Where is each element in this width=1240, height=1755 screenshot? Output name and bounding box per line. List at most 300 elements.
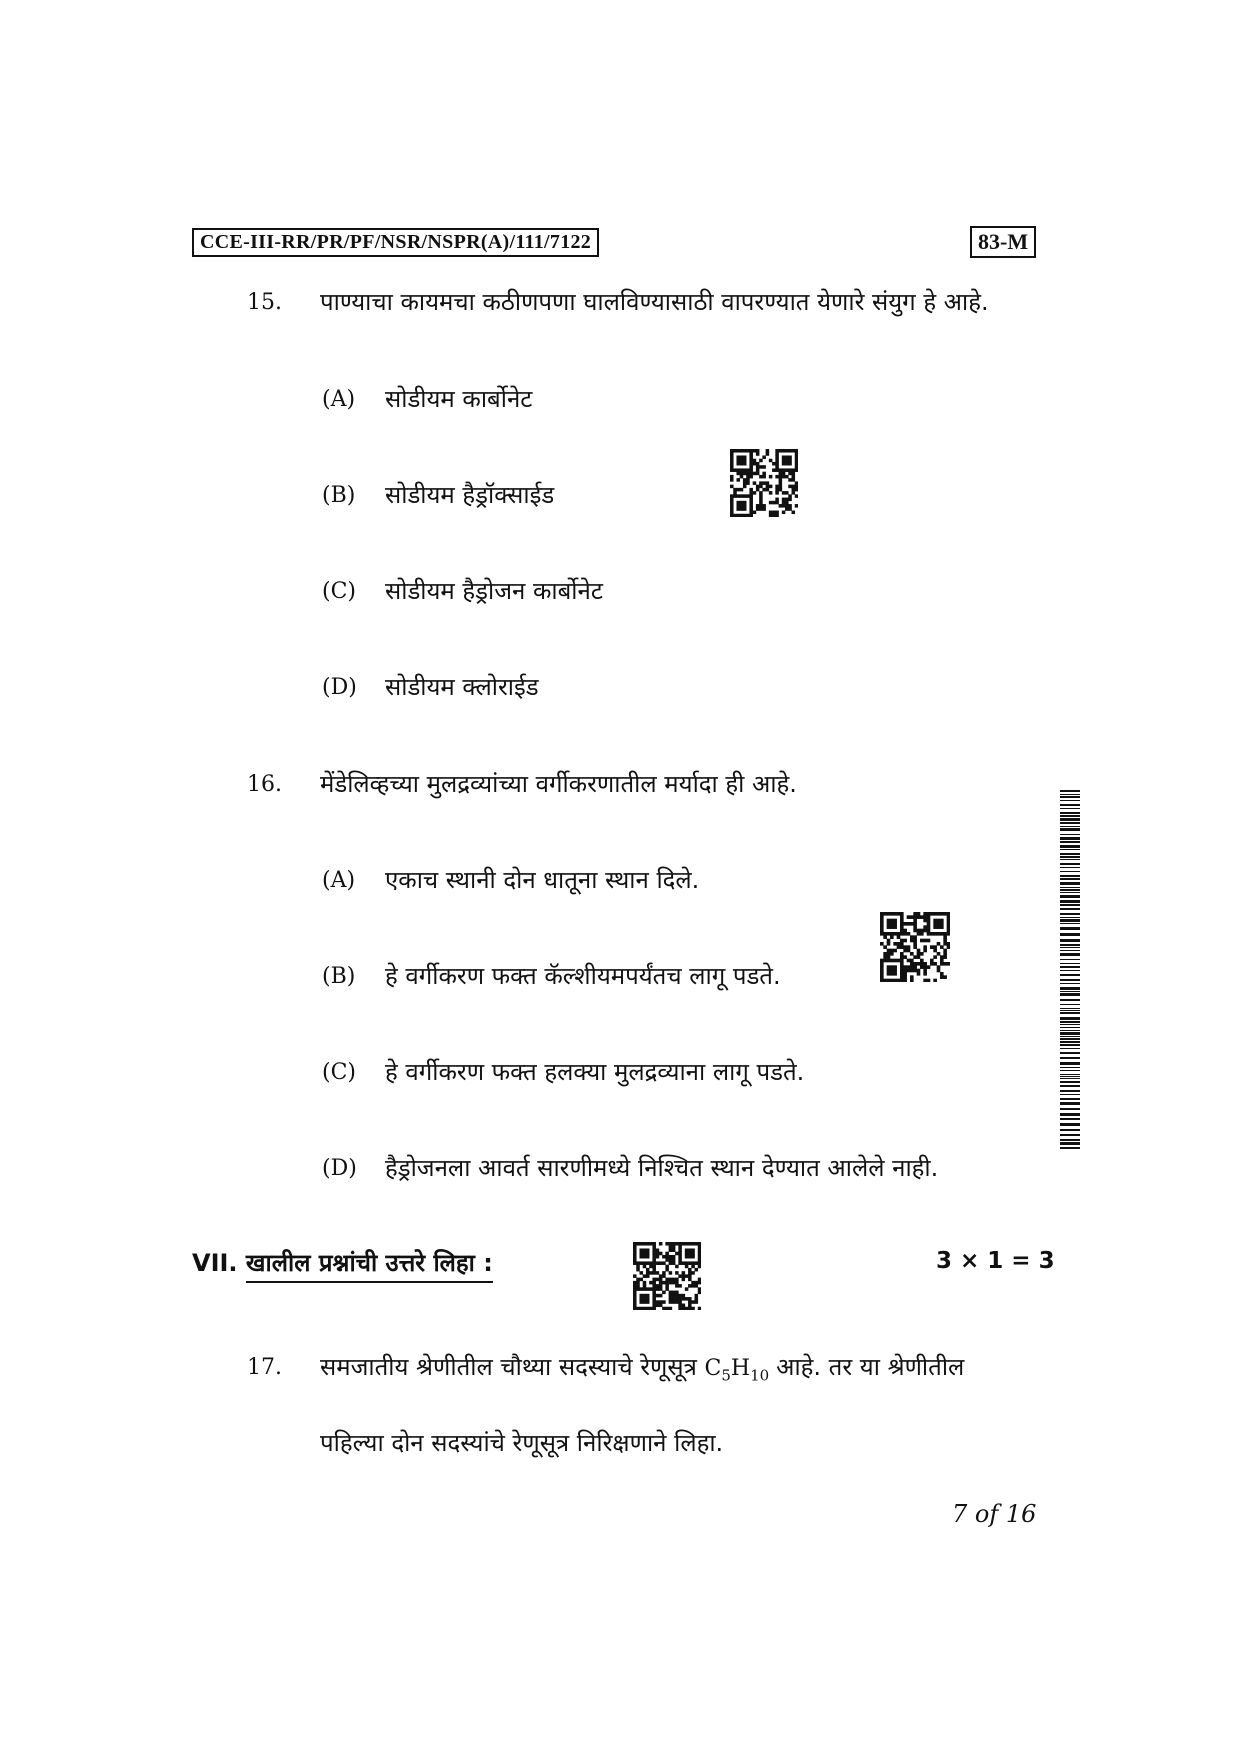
qr-module — [749, 488, 753, 492]
qr-module — [880, 922, 884, 926]
qr-module — [691, 1300, 695, 1304]
qr-module — [672, 1297, 676, 1301]
qr-module — [736, 507, 740, 511]
qr-module — [698, 1255, 701, 1259]
qr-module — [743, 485, 747, 489]
qr-module — [903, 965, 907, 969]
option-label: (D) — [322, 1156, 357, 1181]
qr-module — [910, 922, 914, 926]
qr-module — [910, 969, 914, 973]
qr-module — [749, 468, 753, 472]
qr-module — [782, 455, 786, 459]
qr-module — [880, 919, 884, 923]
barcode-bar — [1060, 1024, 1080, 1025]
qr-module — [927, 965, 931, 969]
question-number: 16. — [247, 772, 282, 797]
qr-module — [910, 979, 914, 982]
qr-module — [730, 465, 734, 469]
qr-module — [917, 915, 921, 919]
barcode-bar — [1060, 1139, 1080, 1141]
barcode-bar — [1060, 991, 1080, 992]
qr-module — [785, 455, 789, 459]
qr-module — [730, 507, 734, 511]
qr-module — [893, 959, 897, 963]
barcode-bar — [1060, 822, 1080, 824]
qr-module — [785, 468, 789, 472]
qr-module — [643, 1252, 647, 1256]
qr-module — [913, 929, 917, 933]
qr-module — [788, 498, 792, 502]
qr-module — [691, 1284, 695, 1288]
qr-module — [646, 1242, 650, 1246]
barcode-bar — [1060, 904, 1080, 906]
paper-code: CCE-III-RR/PR/PF/NSR/NSPR(A)/111/7122 — [192, 228, 599, 257]
qr-module — [887, 922, 891, 926]
qr-module — [887, 952, 891, 956]
qr-module — [669, 1300, 673, 1304]
qr-module — [756, 488, 760, 492]
qr-module — [688, 1271, 692, 1275]
qr-module — [669, 1297, 673, 1301]
qr-module — [730, 462, 734, 466]
qr-module — [656, 1252, 660, 1256]
qr-module — [779, 481, 783, 485]
qr-module — [903, 979, 907, 982]
qr-module — [672, 1278, 676, 1282]
qr-module — [775, 514, 779, 517]
barcode-bar — [1060, 1113, 1080, 1116]
qr-module — [652, 1304, 656, 1308]
qr-module — [933, 955, 937, 959]
qr-module — [639, 1261, 643, 1265]
qr-module — [923, 915, 927, 919]
qr-module — [669, 1245, 673, 1249]
question-text-line2: पहिल्या दोन सदस्यांचे रेणूसूत्र निरिक्षणाने लिहा. — [320, 1429, 724, 1457]
qr-module — [779, 468, 783, 472]
qr-module — [652, 1294, 656, 1298]
qr-module — [740, 475, 744, 479]
qr-module — [785, 501, 789, 505]
qr-module — [733, 494, 737, 498]
qr-module — [887, 919, 891, 923]
qr-module — [682, 1278, 686, 1282]
barcode-bar — [1060, 917, 1080, 918]
qr-module — [920, 965, 924, 969]
q17-text-before: समजातीय श्रेणीतील चौथ्या सदस्याचे रेणूसूत्र — [320, 1353, 697, 1381]
qr-module — [779, 472, 783, 476]
section-title: खालील प्रश्नांची उत्तरे लिहा : — [246, 1249, 493, 1283]
qr-module — [652, 1291, 656, 1295]
qr-module — [788, 485, 792, 489]
qr-module — [943, 935, 947, 939]
barcode-bar — [1060, 815, 1080, 817]
qr-module — [792, 472, 796, 476]
qr-module — [775, 449, 779, 453]
qr-module — [643, 1248, 647, 1252]
qr-module — [782, 475, 786, 479]
qr-module — [736, 468, 740, 472]
qr-module — [736, 455, 740, 459]
set-code: 83-M — [970, 226, 1036, 258]
qr-module — [937, 942, 941, 946]
qr-module — [880, 969, 884, 973]
barcode-bar — [1060, 800, 1080, 801]
qr-module — [656, 1255, 660, 1259]
qr-module — [685, 1252, 689, 1256]
qr-module — [636, 1278, 640, 1282]
qr-module — [756, 465, 760, 469]
qr-module — [749, 462, 753, 466]
qr-module — [927, 912, 931, 916]
qr-module — [743, 494, 747, 498]
qr-module — [890, 952, 894, 956]
qr-module — [910, 962, 914, 966]
qr-module — [927, 925, 931, 929]
barcode-bar — [1060, 794, 1080, 795]
qr-module — [688, 1242, 692, 1246]
qr-module — [907, 969, 911, 973]
qr-module — [923, 945, 927, 949]
qr-module — [652, 1271, 656, 1275]
qr-module — [669, 1255, 673, 1259]
qr-module — [665, 1255, 669, 1259]
qr-module — [897, 942, 901, 946]
barcode-bar — [1060, 963, 1080, 964]
qr-module — [775, 501, 779, 505]
qr-module — [672, 1258, 676, 1262]
qr-module — [920, 959, 924, 963]
barcode-bar — [1060, 1094, 1080, 1095]
qr-module — [643, 1255, 647, 1259]
qr-module — [639, 1278, 643, 1282]
qr-module — [672, 1294, 676, 1298]
barcode-bar — [1060, 875, 1080, 877]
qr-module — [753, 472, 757, 476]
qr-module — [643, 1284, 647, 1288]
qr-module — [678, 1252, 682, 1256]
qr-module — [927, 929, 931, 933]
qr-module — [743, 449, 747, 453]
qr-module — [917, 949, 921, 953]
qr-module — [788, 504, 792, 508]
qr-module — [930, 945, 934, 949]
qr-module — [943, 955, 947, 959]
qr-module — [636, 1242, 640, 1246]
qr-module — [769, 459, 773, 463]
qr-module — [923, 912, 927, 916]
section-roman: VII. — [192, 1249, 238, 1277]
qr-module — [656, 1300, 660, 1304]
question-text: मेंडेलिव्हच्या मुलद्रव्यांच्या वर्गीकरणातील मर्यादा ही आहे. — [320, 770, 797, 798]
qr-module — [947, 925, 950, 929]
qr-module — [795, 459, 798, 463]
qr-module — [887, 959, 891, 963]
qr-module — [788, 462, 792, 466]
qr-module — [759, 475, 763, 479]
qr-module — [913, 939, 917, 943]
qr-module — [795, 452, 798, 456]
qr-module — [900, 979, 904, 982]
qr-module — [762, 465, 766, 469]
qr-module — [943, 932, 947, 936]
qr-module — [698, 1307, 701, 1310]
qr-module — [685, 1261, 689, 1265]
qr-module — [883, 952, 887, 956]
qr-module — [698, 1242, 701, 1246]
qr-module — [933, 912, 937, 916]
qr-module — [890, 922, 894, 926]
qr-module — [698, 1281, 701, 1285]
qr-module — [633, 1252, 637, 1256]
qr-module — [730, 501, 734, 505]
qr-module — [947, 942, 950, 946]
qr-module — [652, 1297, 656, 1301]
qr-module — [927, 939, 931, 943]
qr-module — [890, 969, 894, 973]
barcode-bar — [1060, 841, 1080, 843]
barcode-bar — [1060, 944, 1080, 946]
qr-module — [930, 932, 934, 936]
section-marks: 3 × 1 = 3 — [936, 1248, 1055, 1274]
qr-module — [688, 1307, 692, 1310]
qr-module — [769, 501, 773, 505]
qr-module — [756, 507, 760, 511]
qr-module — [749, 507, 753, 511]
barcode-bar — [1060, 1038, 1080, 1040]
qr-module — [756, 449, 760, 453]
qr-module — [897, 959, 901, 963]
qr-module — [893, 922, 897, 926]
qr-module — [785, 462, 789, 466]
barcode-bar — [1060, 1030, 1080, 1031]
qr-module — [730, 511, 734, 515]
qr-module — [749, 452, 753, 456]
qr-module — [779, 504, 783, 508]
qr-module — [675, 1300, 679, 1304]
qr-module — [649, 1261, 653, 1265]
section-heading — [192, 1246, 493, 1279]
qr-module — [923, 962, 927, 966]
qr-module — [785, 507, 789, 511]
qr-module — [733, 449, 737, 453]
qr-module — [646, 1248, 650, 1252]
qr-module — [652, 1242, 656, 1246]
qr-module — [672, 1281, 676, 1285]
qr-module — [792, 511, 796, 515]
qr-module — [698, 1261, 701, 1265]
qr-module — [795, 504, 798, 508]
qr-module — [730, 494, 734, 498]
qr-module — [785, 504, 789, 508]
qr-module — [900, 932, 904, 936]
qr-module — [656, 1271, 660, 1275]
qr-module — [933, 945, 937, 949]
qr-module — [920, 939, 924, 943]
qr-module — [923, 965, 927, 969]
qr-module — [766, 452, 770, 456]
qr-module — [880, 962, 884, 966]
qr-module — [639, 1294, 643, 1298]
qr-module — [659, 1287, 663, 1291]
qr-module — [779, 485, 783, 489]
qr-module — [736, 488, 740, 492]
qr-module — [923, 919, 927, 923]
question-text: पाण्याचा कायमचा कठीणपणा घालविण्यासाठी वापरण्यात येणारे संयुग हे आहे. — [320, 288, 989, 316]
qr-module — [678, 1255, 682, 1259]
qr-module — [947, 915, 950, 919]
qr-module — [890, 972, 894, 976]
qr-module — [775, 485, 779, 489]
qr-module — [682, 1294, 686, 1298]
qr-module — [740, 514, 744, 517]
qr-module — [691, 1248, 695, 1252]
barcode-bar — [1060, 871, 1080, 872]
qr-module — [698, 1245, 701, 1249]
qr-module — [685, 1307, 689, 1310]
qr-module — [759, 504, 763, 508]
qr-module — [923, 972, 927, 976]
qr-module — [659, 1294, 663, 1298]
qr-module — [883, 932, 887, 936]
qr-module — [756, 485, 760, 489]
qr-module — [910, 915, 914, 919]
qr-module — [740, 449, 744, 453]
qr-module — [691, 1265, 695, 1269]
barcode-bar — [1060, 979, 1080, 981]
qr-module — [943, 962, 947, 966]
qr-module — [917, 962, 921, 966]
qr-module — [782, 491, 786, 495]
qr-module — [749, 501, 753, 505]
qr-module — [652, 1248, 656, 1252]
qr-module — [736, 472, 740, 476]
qr-module — [759, 485, 763, 489]
qr-module — [900, 929, 904, 933]
qr-module — [775, 462, 779, 466]
barcode-bar — [1060, 889, 1080, 891]
qr-module — [903, 975, 907, 979]
barcode-bar — [1060, 1036, 1080, 1037]
qr-module — [900, 942, 904, 946]
qr-module — [756, 472, 760, 476]
qr-module — [930, 959, 934, 963]
qr-module — [749, 465, 753, 469]
qr-module — [695, 1281, 699, 1285]
qr-module — [880, 912, 884, 916]
qr-module — [947, 929, 950, 933]
barcode-bar — [1060, 1010, 1080, 1011]
qr-module — [730, 452, 734, 456]
qr-module — [762, 481, 766, 485]
qr-module — [678, 1274, 682, 1278]
qr-module — [678, 1248, 682, 1252]
qr-module — [920, 932, 924, 936]
qr-module — [775, 488, 779, 492]
barcode-bar — [1060, 959, 1080, 960]
barcode-bar — [1060, 853, 1080, 855]
qr-module — [766, 488, 770, 492]
barcode-bar — [1060, 919, 1080, 922]
qr-module — [913, 912, 917, 916]
qr-module — [633, 1300, 637, 1304]
qr-module — [903, 932, 907, 936]
qr-module — [659, 1278, 663, 1282]
qr-module — [746, 514, 750, 517]
qr-module — [649, 1271, 653, 1275]
qr-module — [897, 945, 901, 949]
qr-module — [782, 501, 786, 505]
qr-module — [937, 922, 941, 926]
qr-module — [900, 955, 904, 959]
question-number: 17. — [247, 1355, 282, 1380]
qr-module — [639, 1255, 643, 1259]
qr-module — [759, 501, 763, 505]
formula-carbon-count: 5 — [721, 1366, 731, 1385]
qr-module — [897, 935, 901, 939]
qr-module — [756, 504, 760, 508]
qr-module — [656, 1248, 660, 1252]
qr-module — [947, 962, 950, 966]
qr-module — [887, 969, 891, 973]
qr-module — [662, 1255, 666, 1259]
qr-module — [903, 955, 907, 959]
qr-module — [753, 462, 757, 466]
qr-module — [923, 969, 927, 973]
qr-module — [766, 485, 770, 489]
qr-module — [643, 1274, 647, 1278]
qr-module — [646, 1287, 650, 1291]
qr-module — [678, 1258, 682, 1262]
qr-module — [759, 494, 763, 498]
qr-module — [920, 952, 924, 956]
qr-module — [682, 1274, 686, 1278]
qr-module — [678, 1304, 682, 1308]
qr-module — [937, 969, 941, 973]
qr-module — [917, 969, 921, 973]
qr-module — [769, 475, 773, 479]
qr-module — [646, 1268, 650, 1272]
qr-module — [943, 939, 947, 943]
qr-module — [930, 962, 934, 966]
qr-module — [675, 1265, 679, 1269]
barcode-bar — [1060, 1123, 1080, 1126]
qr-module — [682, 1304, 686, 1308]
qr-module — [652, 1255, 656, 1259]
qr-module — [740, 501, 744, 505]
qr-module — [740, 459, 744, 463]
qr-module — [675, 1291, 679, 1295]
qr-module — [669, 1271, 673, 1275]
qr-module — [890, 919, 894, 923]
qr-module — [910, 935, 914, 939]
qr-module — [656, 1284, 660, 1288]
qr-module — [643, 1242, 647, 1246]
qr-module — [646, 1261, 650, 1265]
qr-module — [795, 481, 798, 485]
qr-module — [691, 1281, 695, 1285]
qr-module — [947, 912, 950, 916]
qr-module — [788, 449, 792, 453]
qr-module — [639, 1297, 643, 1301]
option-text: सोडीयम हैड्रॉक्साईड — [385, 481, 555, 509]
qr-module — [652, 1265, 656, 1269]
qr-module — [688, 1255, 692, 1259]
qr-module — [669, 1294, 673, 1298]
barcode-bar — [1060, 1067, 1080, 1068]
molecular-formula — [704, 1356, 776, 1385]
qr-module — [643, 1297, 647, 1301]
qr-module — [910, 952, 914, 956]
